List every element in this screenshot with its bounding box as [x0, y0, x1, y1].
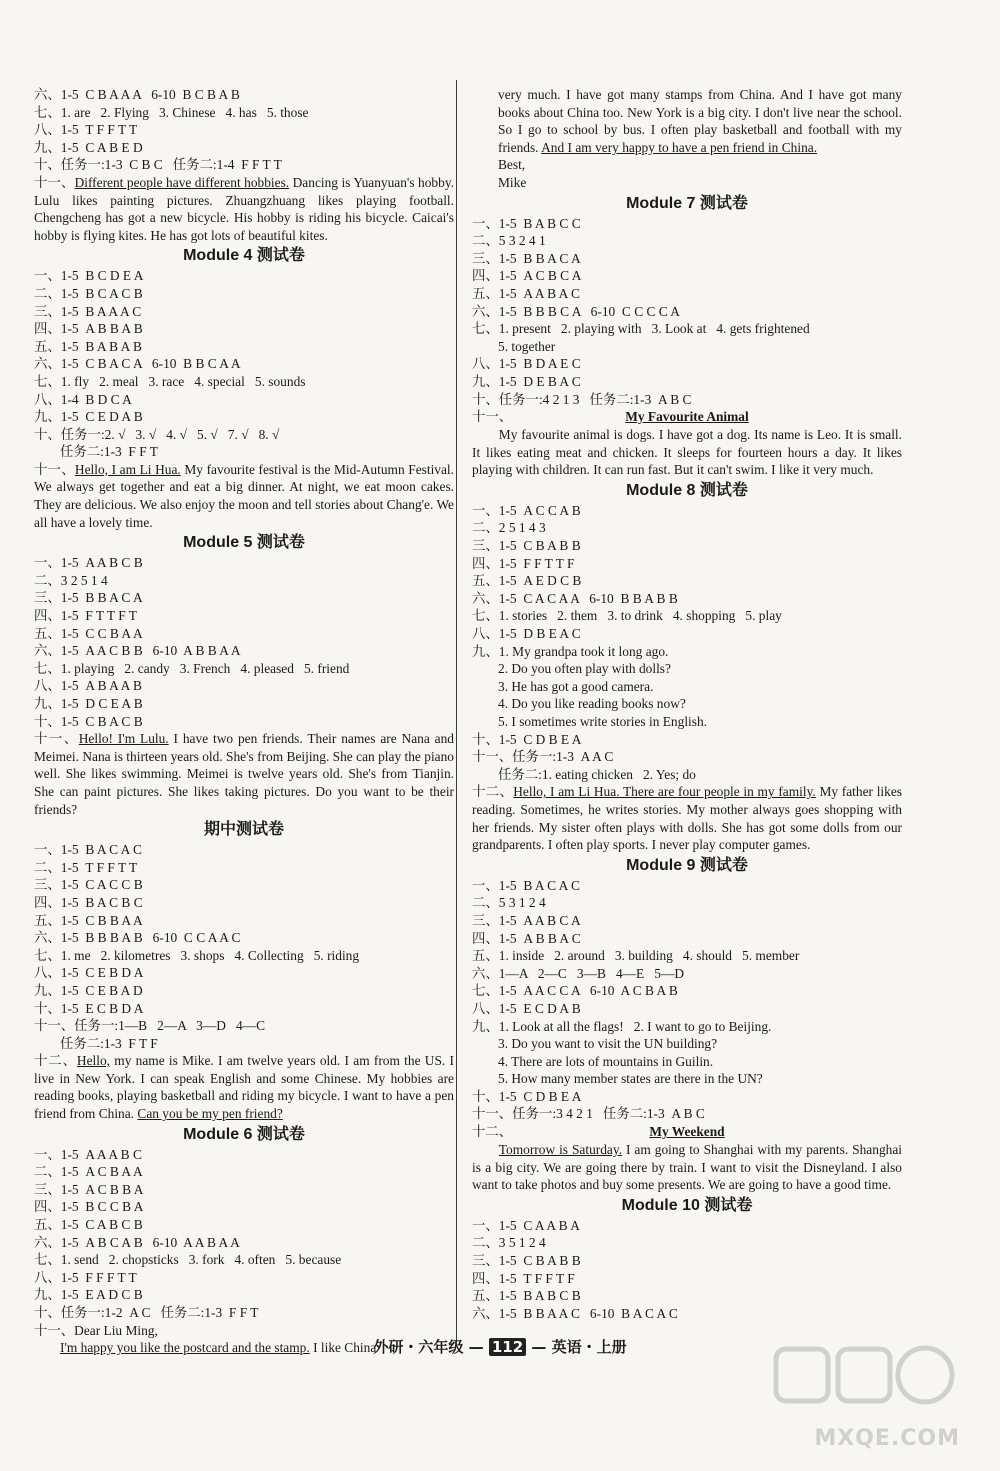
answer-line: 五、1. inside 2. around 3. building 4. should 5. member: [472, 948, 800, 964]
letter-signature: Mike: [498, 174, 527, 190]
answer-line: 八、1-5 B D A E C: [472, 356, 581, 372]
answer-line: 八、1-5 E C D A B: [472, 1000, 581, 1016]
answer-line: 七、1. present 2. playing with 3. Look at 4. gets frightened: [472, 321, 810, 337]
answer-line: 六、1-5 C B A C A 6-10 B B C A A: [34, 356, 241, 372]
answer-line: 七、1-5 A A C C A 6-10 A C B A B: [472, 983, 678, 999]
essay-text: I am going to Shanghai with my parents. Shanghai is a big city. We are going there by train. I want to visit the Disneyland. I also want to take photos and buy some presents. We are going to have a good time.: [472, 1142, 903, 1193]
answer-line: 五、1-5 C B B A A: [34, 912, 143, 928]
underlined-sentence: Hello, I am Li Hua.: [74, 461, 181, 477]
answer-line: 六、1-5 B B B A B 6-10 C C A A C: [34, 930, 241, 946]
essay-paragraph: [472, 783, 902, 853]
essay-text: My favourite festival is the Mid-Autumn Festival. We always get together and eat a big dinner. At night, we eat moon cakes. They are delicious. We also enjoy the moon and tell stories about Chang'e. We all have a lovely time.: [34, 461, 455, 530]
left-column: [34, 86, 454, 1357]
answer-line: 九、1-5 C E B A D: [34, 982, 143, 998]
essay-paragraph: [34, 174, 454, 244]
answer-line: 三、1-5 B B A C A: [34, 590, 143, 606]
letter-closing: Best,: [498, 157, 526, 173]
underlined-sentence: Hello! I'm Lulu.: [78, 731, 169, 747]
section-label: 十二、: [472, 1124, 513, 1140]
answer-line: 任务二:1-3 F F T: [60, 444, 158, 460]
module-title: Module 5 测试卷: [183, 534, 305, 552]
module-title: Module 8 测试卷: [626, 481, 748, 499]
answer-line: 五、1-5 A E D C B: [472, 573, 582, 589]
answer-line: 一、1-5 C A A B A: [472, 1217, 580, 1233]
answer-line: 十、任务一:4 2 1 3 任务二:1-3 A B C: [472, 391, 692, 407]
underlined-sentence: Different people have different hobbies.: [74, 174, 290, 190]
letter-greeting: 十一、Dear Liu Ming,: [34, 1322, 158, 1338]
essay-text: my name is Mike. I am twelve years old. I am from the US. I live in New York. I can speak English and some Chinese. My hobbies are reading books, playing basketball and riding my bicycle. I want to have a pen friend from China.: [34, 1053, 454, 1122]
section-label: 十一、: [34, 461, 75, 477]
essay-heading-row: [472, 1123, 902, 1141]
module-title: Module 9 测试卷: [626, 856, 748, 874]
answer-line: 三、1-5 A A B C A: [472, 912, 581, 928]
module-title: Module 4 测试卷: [183, 247, 305, 265]
answer-line: 十、1-5 C D B E A: [472, 731, 582, 747]
answer-line: 二、1-5 A C B A A: [34, 1164, 143, 1180]
answer-line: 四、1-5 A C B C A: [472, 268, 582, 284]
answer-line: 任务二:1. eating chicken 2. Yes; do: [498, 766, 696, 782]
section-label: 十二、: [34, 1053, 77, 1069]
answer-line: 七、1. send 2. chopsticks 3. fork 4. often 5. because: [34, 1252, 342, 1268]
midterm-title: 期中测试卷: [203, 821, 284, 839]
answer-line: 六、1-5 C A C A A 6-10 B B A B B: [472, 590, 678, 606]
answer-line: 九、1-5 C E D A B: [34, 409, 143, 425]
answer-line: 十一、任务一:3 4 2 1 任务二:1-3 A B C: [472, 1106, 705, 1122]
answer-line: 十一、任务一:1—B 2—A 3—D 4—C: [34, 1018, 266, 1034]
answer-line: 五、1-5 B A B A B: [34, 338, 142, 354]
answer-line: 九、1. My grandpa took it long ago.: [472, 643, 669, 659]
answer-line: 九、1-5 D E B A C: [472, 373, 581, 389]
answer-line: 二、2 5 1 4 3: [472, 520, 546, 536]
letter-text: very much. I have got many stamps from China. And I have got many books about China too. New York is a big city. I don't live near the school. So I go to school by bus. I often play basketball and football with my friends.: [498, 87, 902, 155]
answer-line: 四、1-5 B C C B A: [34, 1199, 144, 1215]
answer-line: 四、1-5 F T T F T: [34, 608, 137, 624]
answer-line: 四、1-5 A B B A C: [472, 930, 581, 946]
answer-line: 九、1-5 C A B E D: [34, 139, 143, 155]
watermark-logo-icon: [770, 1341, 960, 1421]
underlined-sentence: Can you be my pen friend?: [137, 1106, 283, 1122]
answer-line: 三、1-5 C B A B B: [472, 538, 581, 554]
answer-line: 5. together: [498, 338, 556, 354]
answer-line: 四、1-5 B A C B C: [34, 894, 143, 910]
letter-text: I like China: [309, 1340, 377, 1356]
answer-line: 5. I sometimes write stories in English.: [498, 714, 708, 729]
answer-line: 二、5 3 1 2 4: [472, 895, 546, 911]
section-label: 十一、: [34, 174, 75, 190]
answer-line: 一、1-5 A A A B C: [34, 1146, 142, 1162]
answer-line: 十、任务一:2. √ 3. √ 4. √ 5. √ 7. √ 8. √: [34, 426, 280, 442]
essay-heading-row: [472, 408, 902, 426]
essay-paragraph: My favourite animal is dogs. I have got a dog. Its name is Leo. It is small. It likes eating meat and chicken. It sleeps for fourteen hours a day. It likes playing with children. It can run fast. But it can't swim. I like it very much.: [472, 427, 902, 478]
essay-paragraph: [34, 1052, 454, 1122]
underlined-sentence: Tomorrow is Saturday.: [498, 1142, 623, 1158]
answer-line: 九、1. Look at all the flags! 2. I want to go to Beijing.: [472, 1018, 772, 1034]
essay-paragraph: [34, 730, 454, 818]
answer-line: 七、1. stories 2. them 3. to drink 4. shopping 5. play: [472, 608, 782, 624]
module-title: Module 6 测试卷: [183, 1125, 305, 1143]
essay-paragraph: [34, 461, 454, 531]
underlined-sentence: And I am very happy to have a pen friend in China.: [541, 139, 818, 155]
answer-line: 七、1. playing 2. candy 3. French 4. pleased 5. friend: [34, 660, 350, 676]
answer-line: 2. Do you often play with dolls?: [498, 661, 671, 677]
answer-line: 八、1-4 B D C A: [34, 391, 132, 407]
footer-dash: —: [468, 1338, 489, 1356]
answer-line: 十、1-5 E C B D A: [34, 1000, 144, 1016]
answer-line: 九、1-5 D C E A B: [34, 696, 143, 711]
answer-line: 4. Do you like reading books now?: [498, 696, 686, 712]
answer-line: 二、3 2 5 1 4: [34, 572, 108, 588]
answer-line: 八、1-5 C E B D A: [34, 965, 144, 981]
underlined-sentence: I'm happy you like the postcard and the stamp.: [60, 1340, 310, 1356]
answer-line: 三、1-5 C B A B B: [472, 1253, 581, 1269]
answer-line: 五、1-5 B A B C B: [472, 1288, 581, 1304]
footer-book-series: 外研・六年级: [373, 1338, 464, 1356]
answer-line: 三、1-5 B B A C A: [472, 250, 581, 266]
answer-line: 三、1-5 C A C C B: [34, 877, 143, 893]
essay-text: I have two pen friends. Their names are Nana and Meimei. Nana is thirteen years old. She's from Beijing. She can play the piano well. She likes swimming. Meimei is twelve years old. She's from Tianjin. She can paint pictures. She likes taking pictures. Do you want to be their friends?: [34, 731, 454, 817]
answer-line: 七、1. fly 2. meal 3. race 4. special 5. sounds: [34, 373, 306, 389]
answer-line: 八、1-5 F F F T T: [34, 1269, 137, 1285]
answer-line: 四、1-5 A B B A B: [34, 321, 143, 337]
essay-text: My father likes reading. Sometimes, he writes stories. My mother always goes shopping with her friends. My sister often plays with dolls. She has got some dolls from our grandparents. I often play sports. I never play computer games.: [472, 784, 902, 853]
right-column: [472, 86, 902, 1322]
essay-title: My Weekend: [649, 1124, 725, 1140]
answer-line: 5. How many member states are there in the UN?: [498, 1071, 763, 1087]
module-title: Module 10 测试卷: [621, 1196, 753, 1214]
answer-line: 六、1—A 2—C 3—B 4—E 5—D: [472, 965, 685, 981]
answer-line: 五、1-5 C A B C B: [34, 1217, 143, 1233]
column-divider: [456, 80, 457, 1342]
answer-line: 一、1-5 B C D E A: [34, 268, 144, 284]
site-watermark: [770, 1341, 960, 1451]
answer-line: 二、1-5 B C A C B: [34, 285, 143, 301]
answer-line: 3. He has got a good camera.: [498, 678, 654, 694]
answer-line: 九、1-5 E A D C B: [34, 1287, 143, 1303]
answer-line: 五、1-5 C C B A A: [34, 625, 143, 641]
answer-line: 八、1-5 T F F T T: [34, 122, 138, 138]
answer-line: 七、1. me 2. kilometres 3. shops 4. Collecting 5. riding: [34, 947, 360, 963]
answer-line: 十、1-5 C B A C B: [34, 713, 143, 729]
answer-line: 三、1-5 A C B B A: [34, 1181, 144, 1197]
answer-line: 六、1-5 A B C A B 6-10 A A B A A: [34, 1234, 240, 1250]
section-label: 十一、: [34, 731, 79, 747]
answer-line: 十、任务一:1-2 A C 任务二:1-3 F F T: [34, 1305, 259, 1320]
answer-line: 一、1-5 B A C A C: [34, 842, 142, 858]
answer-line: 3. Do you want to visit the UN building?: [498, 1036, 718, 1052]
underlined-sentence: Hello,: [76, 1053, 111, 1069]
answer-line: 一、1-5 B A B C C: [472, 215, 581, 231]
letter-paragraph: [472, 86, 902, 156]
answer-line: 八、1-5 D B E A C: [472, 626, 581, 642]
module-title: Module 7 测试卷: [626, 194, 748, 212]
footer-dash: —: [531, 1338, 552, 1356]
answer-line: 任务二:1-3 F T F: [60, 1035, 158, 1051]
answer-line: 十一、任务一:1-3 A A C: [472, 749, 614, 765]
answer-line: 四、1-5 F F T T F: [472, 555, 575, 571]
answer-line: 十、1-5 C D B E A: [472, 1088, 582, 1104]
page-number: 112: [489, 1338, 526, 1356]
answer-line: 一、1-5 A C C A B: [472, 502, 581, 518]
answer-line: 一、1-5 A A B C B: [34, 555, 143, 571]
answer-line: 4. There are lots of mountains in Guilin.: [498, 1053, 714, 1069]
answer-line: 七、1. are 2. Flying 3. Chinese 4. has 5. those: [34, 104, 309, 120]
answer-line: 四、1-5 T F F T F: [472, 1270, 575, 1286]
section-label: 十一、: [472, 409, 513, 425]
watermark-url: MXQE.COM: [814, 1426, 960, 1451]
answer-line: 一、1-5 B A C A C: [472, 877, 580, 893]
answer-line: 二、5 3 2 4 1: [472, 233, 546, 249]
footer-subject: 英语・上册: [551, 1338, 627, 1356]
answer-line: 八、1-5 A B A A B: [34, 678, 142, 694]
essay-title: My Favourite Animal: [625, 409, 749, 425]
answer-line: 三、1-5 B A A A C: [34, 303, 142, 319]
answer-line: 六、1-5 C B A A A 6-10 B C B A B: [34, 87, 240, 102]
section-label: 十二、: [472, 784, 514, 800]
answer-line: 六、1-5 B B B C A 6-10 C C C C A: [472, 303, 680, 319]
answer-line: 五、1-5 A A B A C: [472, 285, 580, 301]
essay-paragraph: [472, 1141, 902, 1194]
answer-line: 六、1-5 B B A A C 6-10 B A C A C: [472, 1305, 678, 1321]
answer-line: 二、1-5 T F F T T: [34, 859, 138, 875]
essay-text: Dancing is Yuanyuan's hobby. Lulu likes painting pictures. Zhuangzhuang likes playing football. Chengcheng has got a new bicycle. His hobby is riding his bicycle. Caicai's hobby is flying kites. He has got lots of beautiful kites.: [34, 174, 454, 243]
answer-line: 二、3 5 1 2 4: [472, 1235, 546, 1251]
underlined-sentence: Hello, I am Li Hua. There are four people in my family.: [513, 784, 816, 800]
answer-line: 十、任务一:1-3 C B C 任务二:1-4 F F T T: [34, 157, 282, 173]
answer-line: 六、1-5 A A C B B 6-10 A B B A A: [34, 643, 241, 659]
